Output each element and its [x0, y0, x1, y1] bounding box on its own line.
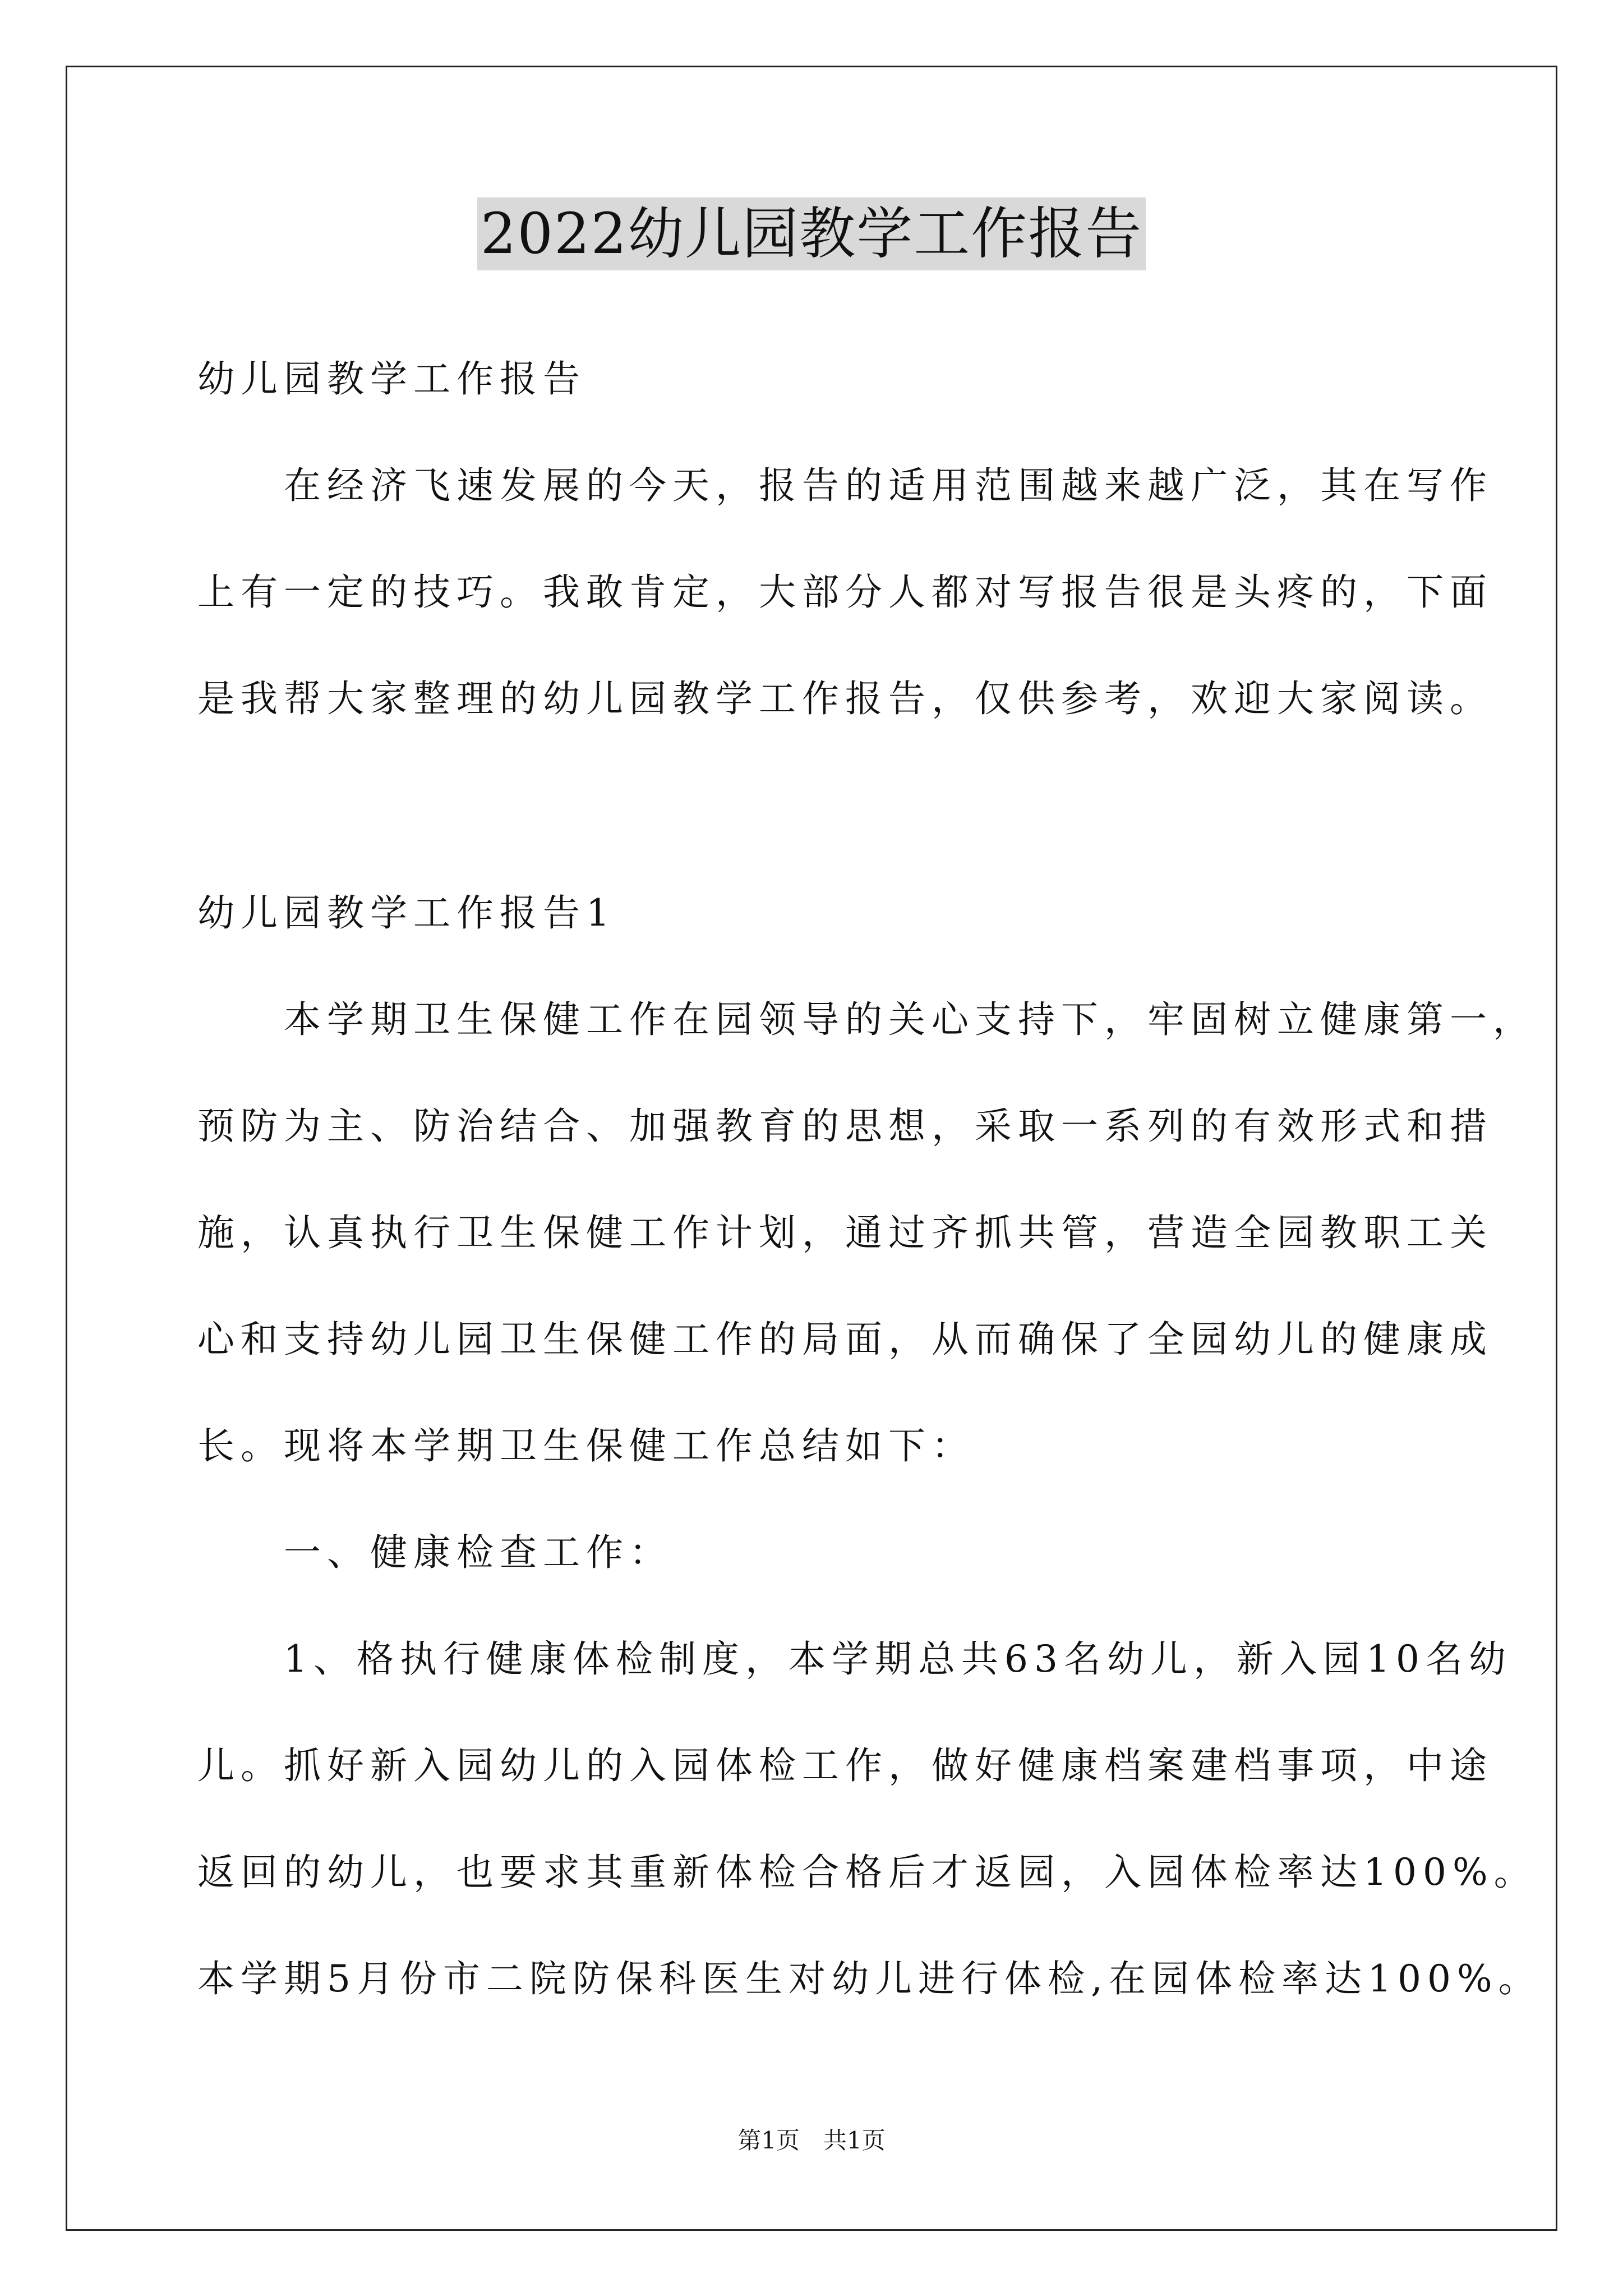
section-para-line-2: 预防为主、防治结合、加强教育的思想，采取一系列的有效形式和措: [197, 1105, 1493, 1148]
section-para-line-4: 心和支持幼儿园卫生保健工作的局面，从而确保了全园幼儿的健康成: [197, 1318, 1493, 1361]
title-container: [0, 197, 1623, 270]
section-para-line-5: 长。现将本学期卫生保健工作总结如下：: [197, 1424, 975, 1467]
section-para-line-3: 施，认真执行卫生保健工作计划，通过齐抓共管，营造全园教职工关: [197, 1211, 1493, 1254]
subheading-health-check: 一、健康检查工作：: [197, 1531, 672, 1574]
intro-line-2: 上有一定的技巧。我敢肯定，大部分人都对写报告很是头疼的，下面: [197, 570, 1493, 614]
intro-line-1: 在经济飞速发展的今天，报告的适用范围越来越广泛，其在写作: [197, 464, 1493, 507]
item-line-1: 1、格执行健康体检制度，本学期总共63名幼儿，新入园10名幼: [197, 1637, 1512, 1681]
section-heading: 幼儿园教学工作报告1: [197, 891, 616, 935]
page-footer: 第1页 共1页: [737, 2127, 886, 2154]
section-para-line-1: 本学期卫生保健工作在园领导的关心支持下，牢固树立健康第一，: [197, 998, 1536, 1041]
intro-line-3: 是我帮大家整理的幼儿园教学工作报告，仅供参考，欢迎大家阅读。: [197, 677, 1493, 720]
document-subtitle: 幼儿园教学工作报告: [197, 357, 586, 401]
document-title: 2022幼儿园教学工作报告: [477, 197, 1146, 270]
item-line-3: 返回的幼儿，也要求其重新体检合格后才返园，入园体检率达100%。: [197, 1851, 1537, 1894]
item-line-4: 本学期5月份市二院防保科医生对幼儿进行体检,在园体检率达100%。: [197, 1957, 1542, 2000]
item-line-2: 儿。抓好新入园幼儿的入园体检工作，做好健康档案建档事项，中途: [197, 1744, 1493, 1787]
